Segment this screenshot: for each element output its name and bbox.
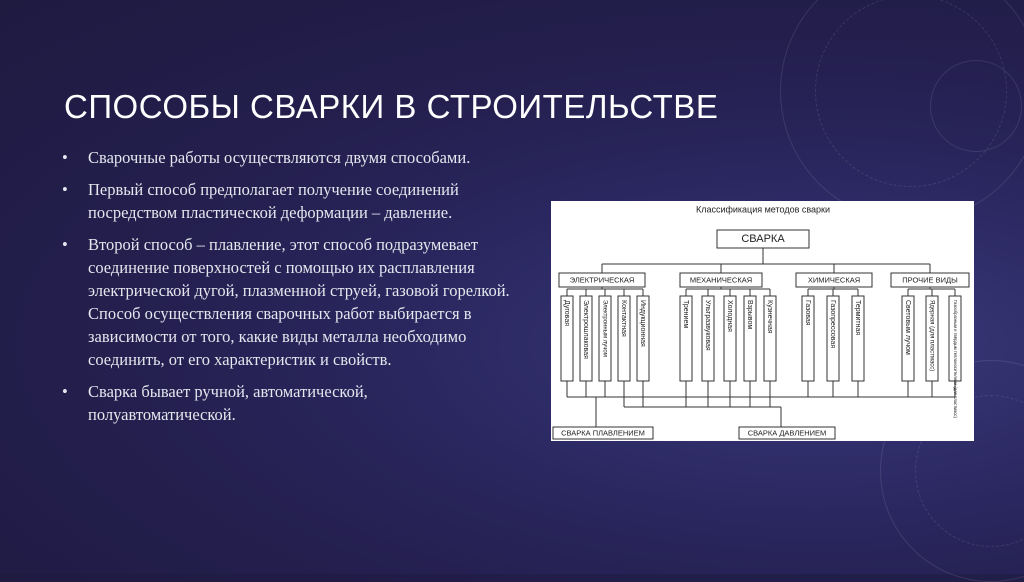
bullet-marker: • <box>62 235 68 254</box>
bullet-marker: • <box>62 382 68 401</box>
method-label: Индукционная <box>639 300 647 347</box>
bullet-text: Сварочные работы осуществляются двумя способами. <box>88 148 471 167</box>
group-label: ПРОЧИЕ ВИДЫ <box>902 275 958 285</box>
method-label: Контактная <box>620 300 628 337</box>
method-label: Газообразным и твёрдым теплоносителями (для пластмасс) <box>952 300 958 418</box>
bullet-text: Первый способ предполагает получение соединений посредством пластической деформации – давление. <box>88 180 459 222</box>
bullet-text: Второй способ – плавление, этот способ подразумевает соединение поверхностей с помощью их расплавления электрической дугой, плазменной струей, газовой горелкой. Способ осуществления сварочных работ выбирается в зависимости от того, какие виды металла необходимо соединить, от его характеристик и свойств. <box>88 235 510 369</box>
diagram-canvas <box>551 201 974 441</box>
diagram-heading: Классификация методов сварки <box>695 204 831 215</box>
pressure-label: СВАРКА ДАВЛЕНИЕМ <box>747 428 827 438</box>
bullet-list <box>62 146 512 435</box>
method-label: Электронным лучом <box>601 300 608 357</box>
bullet-item <box>62 380 512 426</box>
bullet-item <box>62 178 512 224</box>
bullet-text: Сварка бывает ручной, автоматической, полуавтоматической. <box>88 382 368 424</box>
method-label: Взрывом <box>746 300 754 330</box>
group-label: МЕХАНИЧЕСКАЯ <box>689 275 753 285</box>
method-label: Трением <box>682 300 690 329</box>
method-label: Ультразвуковая <box>704 300 712 351</box>
decorative-ring <box>930 60 1022 152</box>
method-label: Электрошлаковая <box>582 300 590 359</box>
melting-label: СВАРКА ПЛАВЛЕНИЕМ <box>561 428 645 438</box>
bullet-item <box>62 233 512 371</box>
method-label: Газовая <box>804 300 812 326</box>
bullet-item <box>62 146 512 169</box>
method-label: Световым лучом <box>904 300 912 355</box>
method-label: Кузнечная <box>766 300 774 334</box>
group-label: ЭЛЕКТРИЧЕСКАЯ <box>569 275 635 285</box>
bullet-marker: • <box>62 180 68 199</box>
method-label: Холодная <box>726 300 734 332</box>
method-label: Дуговая <box>563 300 571 327</box>
method-label: Термитная <box>854 300 862 336</box>
root-label: СВАРКА <box>741 232 785 245</box>
classification-diagram <box>551 201 974 441</box>
group-label: ХИМИЧЕСКАЯ <box>807 275 861 285</box>
method-label: Газопрессовая <box>829 300 837 349</box>
bullet-marker: • <box>62 148 68 167</box>
slide-title: СПОСОБЫ СВАРКИ В СТРОИТЕЛЬСТВЕ <box>64 88 719 125</box>
method-label: Ядерная (для пластмасс) <box>928 300 935 372</box>
